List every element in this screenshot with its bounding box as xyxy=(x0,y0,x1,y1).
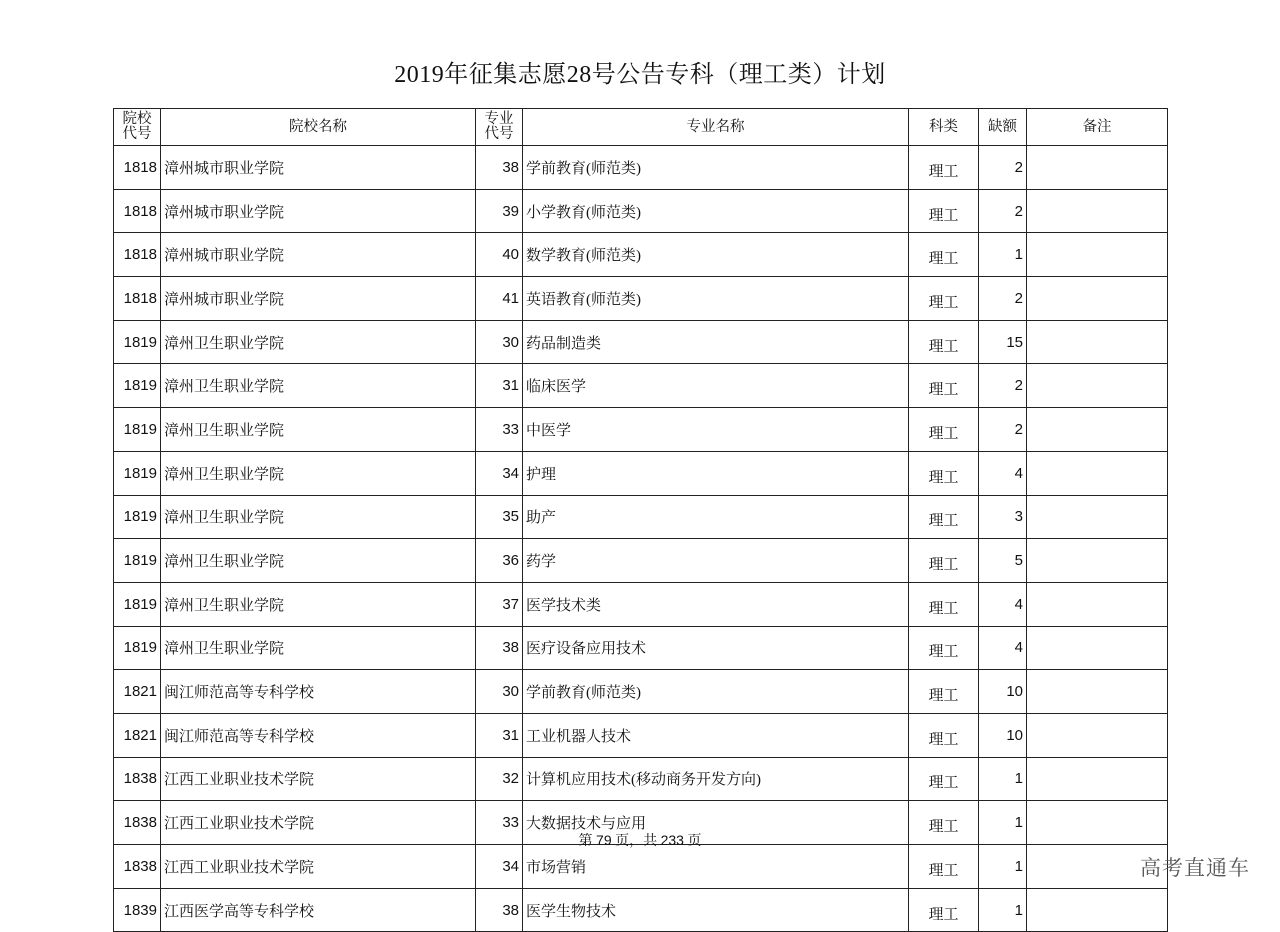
cell-vacancies: 4 xyxy=(979,451,1027,495)
cell-major-code: 38 xyxy=(476,146,523,190)
cell-major-code: 34 xyxy=(476,451,523,495)
cell-major-code: 36 xyxy=(476,539,523,583)
cell-vacancies: 2 xyxy=(979,277,1027,321)
table-row xyxy=(114,539,1168,583)
cell-remarks xyxy=(1027,146,1168,190)
cell-major-code: 40 xyxy=(476,233,523,277)
cell-vacancies: 1 xyxy=(979,845,1027,889)
cell-major-code: 31 xyxy=(476,364,523,408)
cell-remarks xyxy=(1027,451,1168,495)
cell-major-name: 护理 xyxy=(523,451,909,495)
cell-school-name: 漳州卫生职业学院 xyxy=(161,451,476,495)
header-major-code: 专业 代号 xyxy=(476,109,523,146)
cell-school-name: 漳州城市职业学院 xyxy=(161,233,476,277)
table-row xyxy=(114,451,1168,495)
cell-category: 理工 xyxy=(909,845,979,889)
cell-school-name: 漳州卫生职业学院 xyxy=(161,495,476,539)
cell-major-code: 35 xyxy=(476,495,523,539)
cell-remarks xyxy=(1027,495,1168,539)
header-category: 科类 xyxy=(909,109,979,146)
cell-major-name: 药品制造类 xyxy=(523,320,909,364)
cell-remarks xyxy=(1027,626,1168,670)
table-row xyxy=(114,189,1168,233)
cell-school-name: 江西医学高等专科学校 xyxy=(161,888,476,932)
cell-vacancies: 10 xyxy=(979,713,1027,757)
table-row xyxy=(114,713,1168,757)
cell-school-name: 漳州卫生职业学院 xyxy=(161,364,476,408)
cell-major-name: 医疗设备应用技术 xyxy=(523,626,909,670)
cell-school-code: 1819 xyxy=(114,582,161,626)
cell-major-name: 市场营销 xyxy=(523,845,909,889)
cell-category: 理工 xyxy=(909,539,979,583)
cell-vacancies: 1 xyxy=(979,757,1027,801)
cell-school-code: 1819 xyxy=(114,451,161,495)
cell-remarks xyxy=(1027,233,1168,277)
cell-major-name: 药学 xyxy=(523,539,909,583)
cell-school-code: 1839 xyxy=(114,888,161,932)
cell-school-name: 漳州卫生职业学院 xyxy=(161,582,476,626)
total-pages: 233 xyxy=(660,832,684,848)
cell-school-name: 漳州卫生职业学院 xyxy=(161,408,476,452)
watermark: 高考直通车 xyxy=(1140,856,1250,880)
cell-major-code: 32 xyxy=(476,757,523,801)
cell-category: 理工 xyxy=(909,146,979,190)
table-row xyxy=(114,888,1168,932)
cell-school-name: 漳州城市职业学院 xyxy=(161,277,476,321)
cell-school-name: 漳州城市职业学院 xyxy=(161,189,476,233)
cell-vacancies: 10 xyxy=(979,670,1027,714)
cell-school-code: 1819 xyxy=(114,539,161,583)
page-footer: 第 79 页，共 233 页 xyxy=(578,832,702,849)
cell-remarks xyxy=(1027,189,1168,233)
cell-category: 理工 xyxy=(909,320,979,364)
table-row xyxy=(114,277,1168,321)
header-school-name: 院校名称 xyxy=(161,109,476,146)
header-vacancies: 缺额 xyxy=(979,109,1027,146)
cell-major-code: 38 xyxy=(476,888,523,932)
cell-school-name: 漳州卫生职业学院 xyxy=(161,320,476,364)
table-body xyxy=(114,146,1168,932)
cell-major-code: 38 xyxy=(476,626,523,670)
cell-major-code: 37 xyxy=(476,582,523,626)
cell-category: 理工 xyxy=(909,626,979,670)
cell-category: 理工 xyxy=(909,888,979,932)
cell-vacancies: 3 xyxy=(979,495,1027,539)
cell-remarks xyxy=(1027,713,1168,757)
cell-major-code: 30 xyxy=(476,670,523,714)
cell-vacancies: 2 xyxy=(979,189,1027,233)
cell-category: 理工 xyxy=(909,364,979,408)
cell-vacancies: 2 xyxy=(979,408,1027,452)
cell-vacancies: 1 xyxy=(979,801,1027,845)
cell-major-name: 学前教育(师范类) xyxy=(523,670,909,714)
cell-school-code: 1819 xyxy=(114,320,161,364)
cell-school-name: 漳州城市职业学院 xyxy=(161,146,476,190)
cell-remarks xyxy=(1027,408,1168,452)
cell-category: 理工 xyxy=(909,670,979,714)
table-row xyxy=(114,670,1168,714)
cell-remarks xyxy=(1027,539,1168,583)
cell-remarks xyxy=(1027,582,1168,626)
cell-major-code: 34 xyxy=(476,845,523,889)
cell-major-name: 医学生物技术 xyxy=(523,888,909,932)
table-row xyxy=(114,582,1168,626)
cell-major-code: 31 xyxy=(476,713,523,757)
cell-school-code: 1819 xyxy=(114,364,161,408)
current-page: 79 xyxy=(596,832,612,848)
cell-school-code: 1818 xyxy=(114,189,161,233)
cell-category: 理工 xyxy=(909,757,979,801)
cell-school-code: 1838 xyxy=(114,845,161,889)
cell-major-name: 临床医学 xyxy=(523,364,909,408)
cell-school-code: 1821 xyxy=(114,670,161,714)
table-header-row xyxy=(114,109,1168,146)
cell-vacancies: 1 xyxy=(979,888,1027,932)
cell-school-name: 江西工业职业技术学院 xyxy=(161,757,476,801)
cell-category: 理工 xyxy=(909,451,979,495)
cell-school-name: 闽江师范高等专科学校 xyxy=(161,670,476,714)
table-row xyxy=(114,364,1168,408)
cell-school-code: 1818 xyxy=(114,277,161,321)
cell-school-code: 1838 xyxy=(114,757,161,801)
cell-school-code: 1819 xyxy=(114,626,161,670)
cell-category: 理工 xyxy=(909,801,979,845)
table-row xyxy=(114,845,1168,889)
cell-category: 理工 xyxy=(909,189,979,233)
cell-school-code: 1819 xyxy=(114,495,161,539)
table-row xyxy=(114,146,1168,190)
cell-category: 理工 xyxy=(909,495,979,539)
cell-major-name: 助产 xyxy=(523,495,909,539)
header-major-name: 专业名称 xyxy=(523,109,909,146)
page-title: 2019年征集志愿28号公告专科（理工类）计划 xyxy=(394,62,886,88)
cell-major-code: 41 xyxy=(476,277,523,321)
cell-remarks xyxy=(1027,888,1168,932)
cell-category: 理工 xyxy=(909,713,979,757)
header-remarks: 备注 xyxy=(1027,109,1168,146)
cell-major-name: 英语教育(师范类) xyxy=(523,277,909,321)
cell-remarks xyxy=(1027,670,1168,714)
table-row xyxy=(114,408,1168,452)
cell-school-code: 1819 xyxy=(114,408,161,452)
cell-major-code: 33 xyxy=(476,408,523,452)
cell-category: 理工 xyxy=(909,582,979,626)
cell-category: 理工 xyxy=(909,277,979,321)
cell-vacancies: 1 xyxy=(979,233,1027,277)
cell-major-name: 大数据技术与应用 xyxy=(523,801,909,845)
table-row xyxy=(114,495,1168,539)
header-school-code: 院校 代号 xyxy=(114,109,161,146)
cell-major-name: 计算机应用技术(移动商务开发方向) xyxy=(523,757,909,801)
cell-major-code: 33 xyxy=(476,801,523,845)
cell-vacancies: 4 xyxy=(979,626,1027,670)
cell-vacancies: 4 xyxy=(979,582,1027,626)
cell-vacancies: 2 xyxy=(979,146,1027,190)
cell-school-name: 江西工业职业技术学院 xyxy=(161,801,476,845)
cell-school-name: 漳州卫生职业学院 xyxy=(161,626,476,670)
cell-remarks xyxy=(1027,757,1168,801)
cell-major-name: 工业机器人技术 xyxy=(523,713,909,757)
cell-major-name: 小学教育(师范类) xyxy=(523,189,909,233)
cell-major-name: 中医学 xyxy=(523,408,909,452)
cell-major-name: 数学教育(师范类) xyxy=(523,233,909,277)
cell-remarks xyxy=(1027,320,1168,364)
cell-school-code: 1838 xyxy=(114,801,161,845)
cell-school-code: 1821 xyxy=(114,713,161,757)
table-row xyxy=(114,320,1168,364)
cell-vacancies: 15 xyxy=(979,320,1027,364)
cell-vacancies: 2 xyxy=(979,364,1027,408)
cell-remarks xyxy=(1027,364,1168,408)
cell-category: 理工 xyxy=(909,233,979,277)
cell-remarks xyxy=(1027,277,1168,321)
cell-vacancies: 5 xyxy=(979,539,1027,583)
table-row xyxy=(114,626,1168,670)
cell-school-code: 1818 xyxy=(114,146,161,190)
cell-major-code: 39 xyxy=(476,189,523,233)
cell-major-name: 医学技术类 xyxy=(523,582,909,626)
cell-category: 理工 xyxy=(909,408,979,452)
cell-school-name: 江西工业职业技术学院 xyxy=(161,845,476,889)
plan-table xyxy=(113,108,1168,932)
cell-major-code: 30 xyxy=(476,320,523,364)
cell-school-name: 漳州卫生职业学院 xyxy=(161,539,476,583)
table-row xyxy=(114,233,1168,277)
cell-school-code: 1818 xyxy=(114,233,161,277)
cell-major-name: 学前教育(师范类) xyxy=(523,146,909,190)
cell-school-name: 闽江师范高等专科学校 xyxy=(161,713,476,757)
table-row xyxy=(114,757,1168,801)
